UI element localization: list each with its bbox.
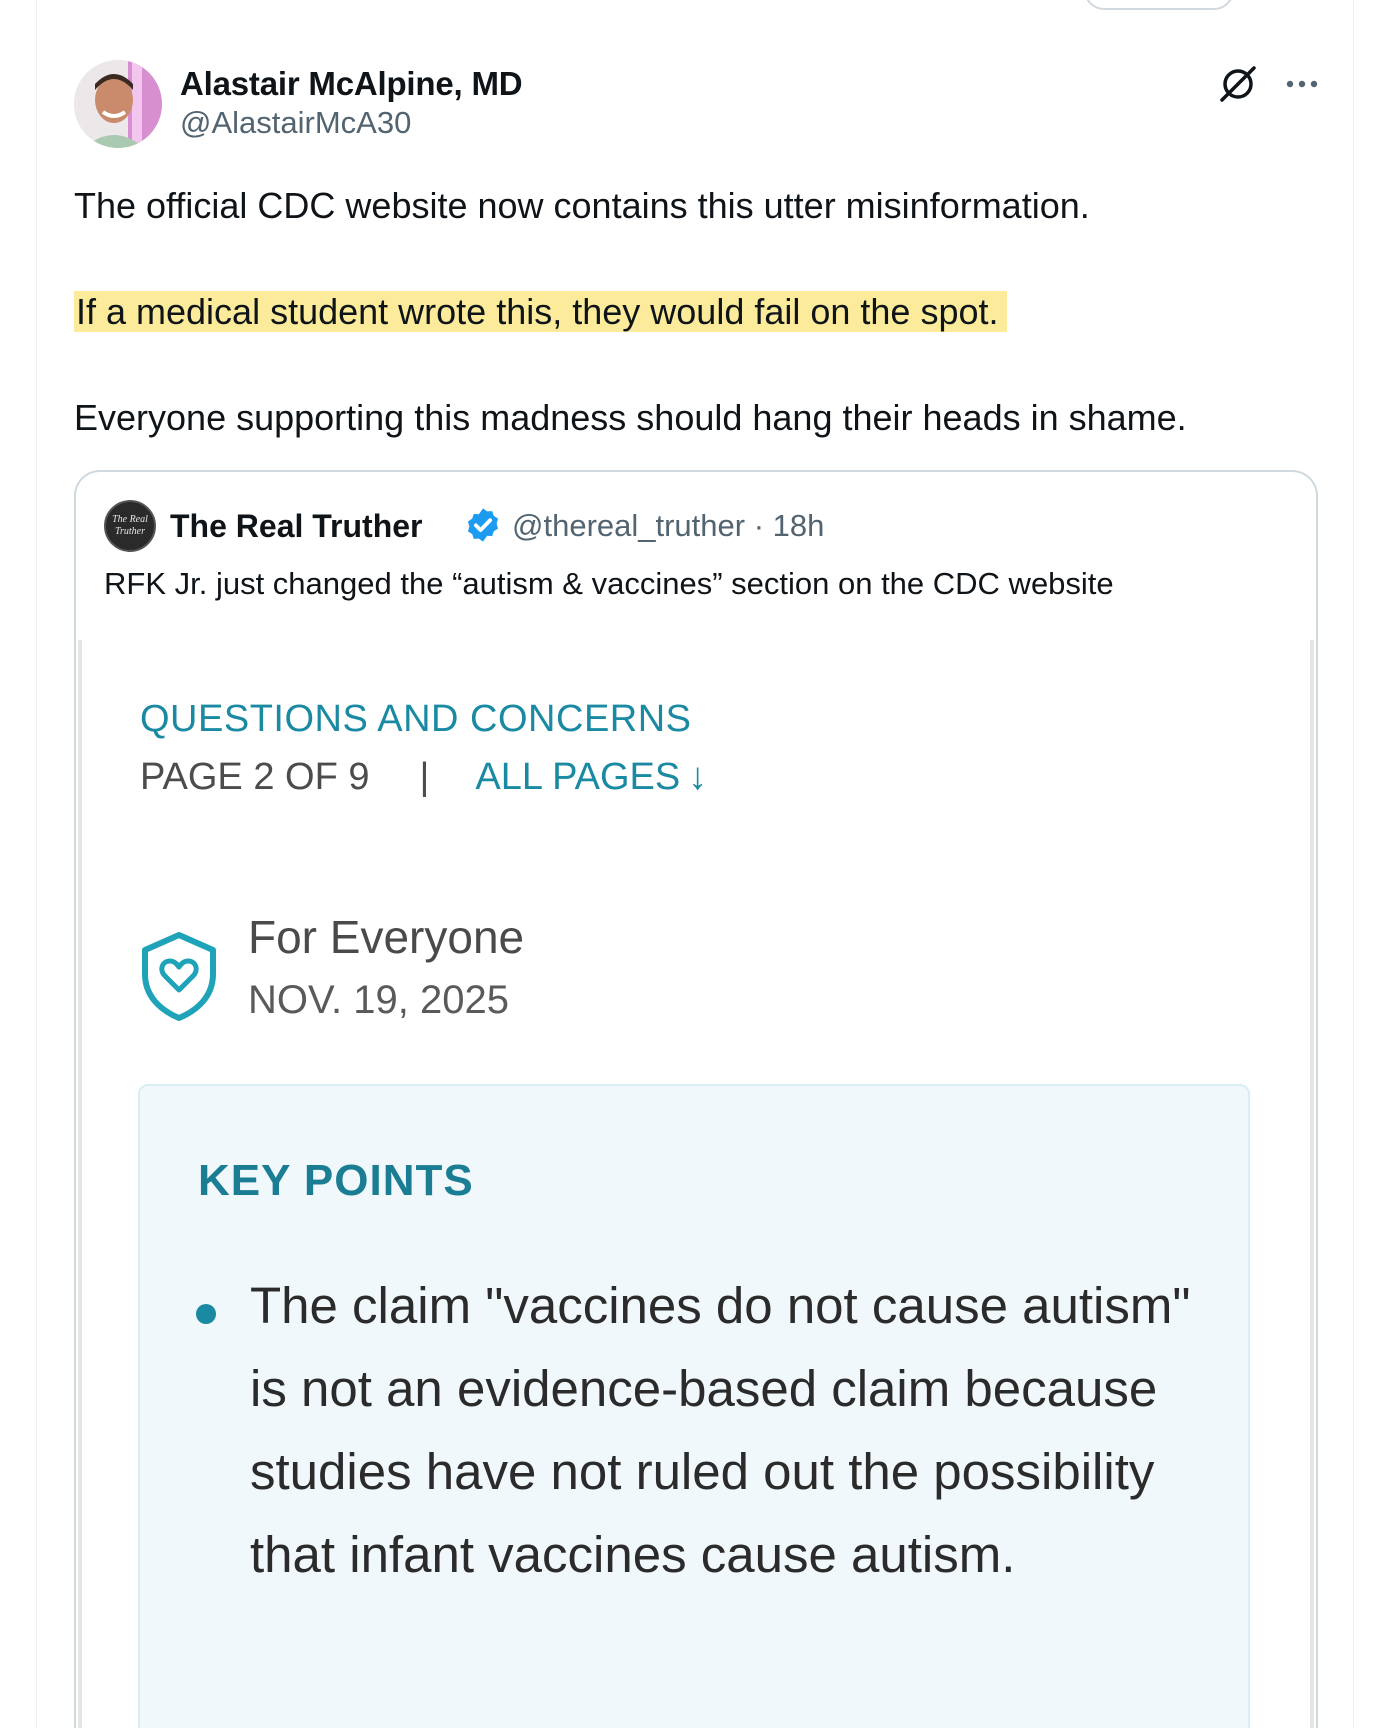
post-text-line-3: Everyone supporting this madness should hang their heads in shame. (74, 397, 1187, 438)
author-handle[interactable]: @AlastairMcA30 (180, 105, 412, 140)
quoted-author-avatar[interactable] (104, 500, 156, 552)
more-icon[interactable] (1280, 62, 1324, 106)
top-pill-button[interactable] (1084, 0, 1234, 10)
cdc-all-pages-link: ALL PAGES (475, 756, 681, 798)
quoted-post-text: RFK Jr. just changed the “autism & vaccines” section on the CDC website (104, 566, 1114, 601)
quoted-author-name[interactable]: The Real Truther (170, 508, 423, 544)
author-avatar[interactable] (74, 60, 162, 148)
quoted-post-header (104, 500, 1294, 552)
highlighted-text: If a medical student wrote this, they would fail on the spot. (74, 291, 1007, 332)
bullet-dot-icon (196, 1304, 216, 1324)
attached-image[interactable] (78, 640, 1314, 1728)
cdc-audience: For Everyone (248, 911, 525, 963)
quoted-post-card[interactable] (74, 470, 1318, 1728)
cdc-page-indicator: PAGE 2 OF 9 (140, 756, 370, 798)
cdc-date: NOV. 19, 2025 (248, 978, 509, 1022)
grok-icon[interactable] (1216, 62, 1260, 106)
quoted-post-meta: @thereal_truther · 18h (512, 508, 825, 543)
author-block (180, 64, 522, 142)
avatar-text-top: The Real (112, 514, 148, 525)
post-header (74, 60, 1314, 150)
shield-heart-icon (138, 930, 220, 1022)
key-points-title: KEY POINTS (198, 1156, 474, 1205)
cdc-section-title: QUESTIONS AND CONCERNS (140, 698, 692, 740)
avatar-text-bottom: Truther (114, 526, 145, 537)
author-name[interactable]: Alastair McAlpine, MD (180, 65, 523, 102)
key-point-1: The claim "vaccines do not cause autism" is not an evidence-based claim because studies have not ruled out the possibility that infant vaccines cause autism. (250, 1277, 1191, 1583)
avatar-photo-icon (74, 60, 162, 148)
verified-badge-icon (464, 506, 502, 544)
key-points-box (138, 1084, 1250, 1728)
post-text-line-2 (74, 290, 1007, 334)
cdc-page-nav (140, 756, 707, 799)
post-text-line-1: The official CDC website now contains this utter misinformation. (74, 185, 1090, 226)
arrow-down-icon: ↓ (688, 756, 708, 798)
cdc-nav-separator: | (419, 756, 430, 798)
